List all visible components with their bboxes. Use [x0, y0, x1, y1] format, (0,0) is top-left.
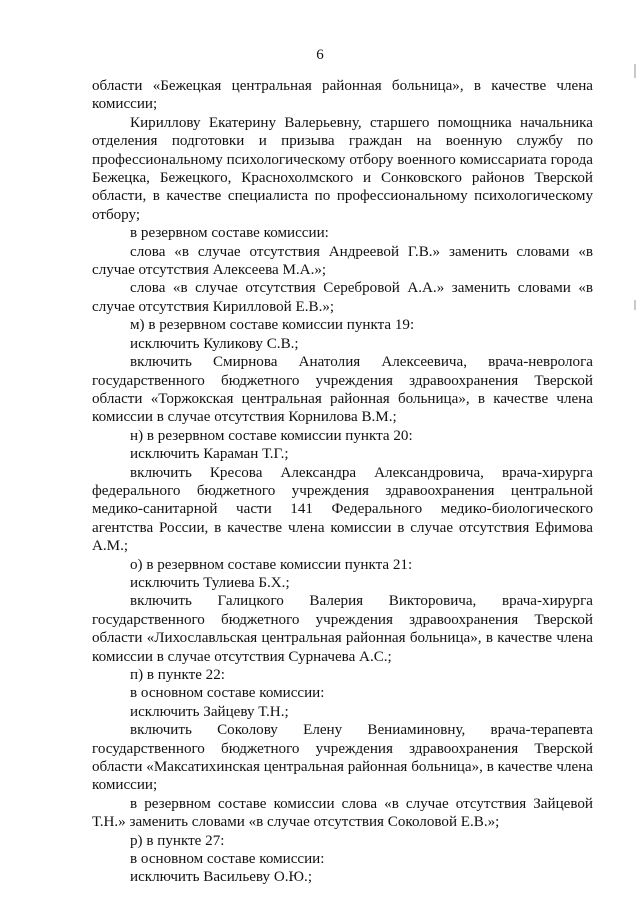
paragraph-22: исключить Васильеву О.Ю.;: [130, 869, 313, 886]
paragraph-18: включить Соколову Елену Вениаминовну, врача-терапевта государственного бюджетного учреждения здравоохранения Тверской области «Максатихинская центральная районная больница», в качестве члена комиссии;: [92, 722, 593, 794]
paragraph-17: исключить Зайцеву Т.Н.;: [130, 703, 289, 720]
scan-edge-mark: [634, 64, 636, 78]
paragraph-14: включить Галицкого Валерия Викторовича, врача-хирурга государственного бюджетного учреждения здравоохранения Тверской области «Лихославльская центральная районная больница», в качестве члена комиссии в случае отсутствия Сурначева А.С.;: [92, 593, 593, 665]
paragraph-21: в основном составе комиссии:: [130, 851, 325, 868]
paragraph-5: слова «в случае отсутствия Серебровой А.А.» заменить словами «в случае отсутствия Кирилловой Е.В.»;: [92, 280, 593, 315]
paragraph-10: исключить Караман Т.Г.;: [130, 446, 289, 463]
document-body: [92, 77, 593, 887]
paragraph-7: исключить Куликову С.В.;: [130, 335, 299, 352]
paragraph-8: включить Смирнова Анатолия Алексеевича, врача-невролога государственного бюджетного учреждения здравоохранения Тверской области «Торжокская центральная районная больница», в качестве члена комиссии в случае отсутствия Корнилова В.М.;: [92, 354, 593, 426]
paragraph-15: п) в пункте 22:: [130, 667, 225, 683]
paragraph-13: исключить Тулиева Б.Х.;: [130, 574, 290, 591]
paragraph-12: о) в резервном составе комиссии пункта 21:: [130, 556, 413, 573]
paragraph-4: слова «в случае отсутствия Андреевой Г.В.» заменить словами «в случае отсутствия Алексеева М.А.»;: [92, 243, 593, 279]
paragraph-20: р) в пункте 27:: [130, 832, 225, 849]
page-number: 6: [316, 47, 324, 63]
paragraph-2: Кириллову Екатерину Валерьевну, старшего помощника начальника отделения подготовки и призыва граждан на военную службу по профессиональному психологическому отбору военного комиссариата города Бежецка, Бежецкого, Краснохолмского и Сонковского районов Тверской области, в качестве специалиста по профессиональному психологическому отбору;: [92, 114, 593, 223]
paragraph-16: в основном составе комиссии:: [130, 685, 325, 702]
paragraph-6: м) в резервном составе комиссии пункта 19:: [130, 317, 415, 334]
paragraph-9: н) в резервном составе комиссии пункта 20:: [130, 427, 413, 444]
paragraph-3: в резервном составе комиссии:: [130, 225, 329, 242]
paragraph-19: в резервном составе комиссии слова «в случае отсутствия Зайцевой Т.Н.» заменить словами «в случае отсутствия Соколовой Е.В.»;: [92, 795, 593, 831]
scan-edge-mark: [634, 300, 636, 310]
paragraph-11: включить Кресова Александра Александровича, врача-хирурга федерального бюджетного учреждения здравоохранения центральной медико-санитарной части 141 Федерального медико-биологического агентства России, в качестве члена комиссии в случае отсутствия Ефимова А.М.;: [92, 464, 593, 555]
paragraph-1: области «Бежецкая центральная районная больница», в качестве члена комиссии;: [92, 78, 593, 113]
